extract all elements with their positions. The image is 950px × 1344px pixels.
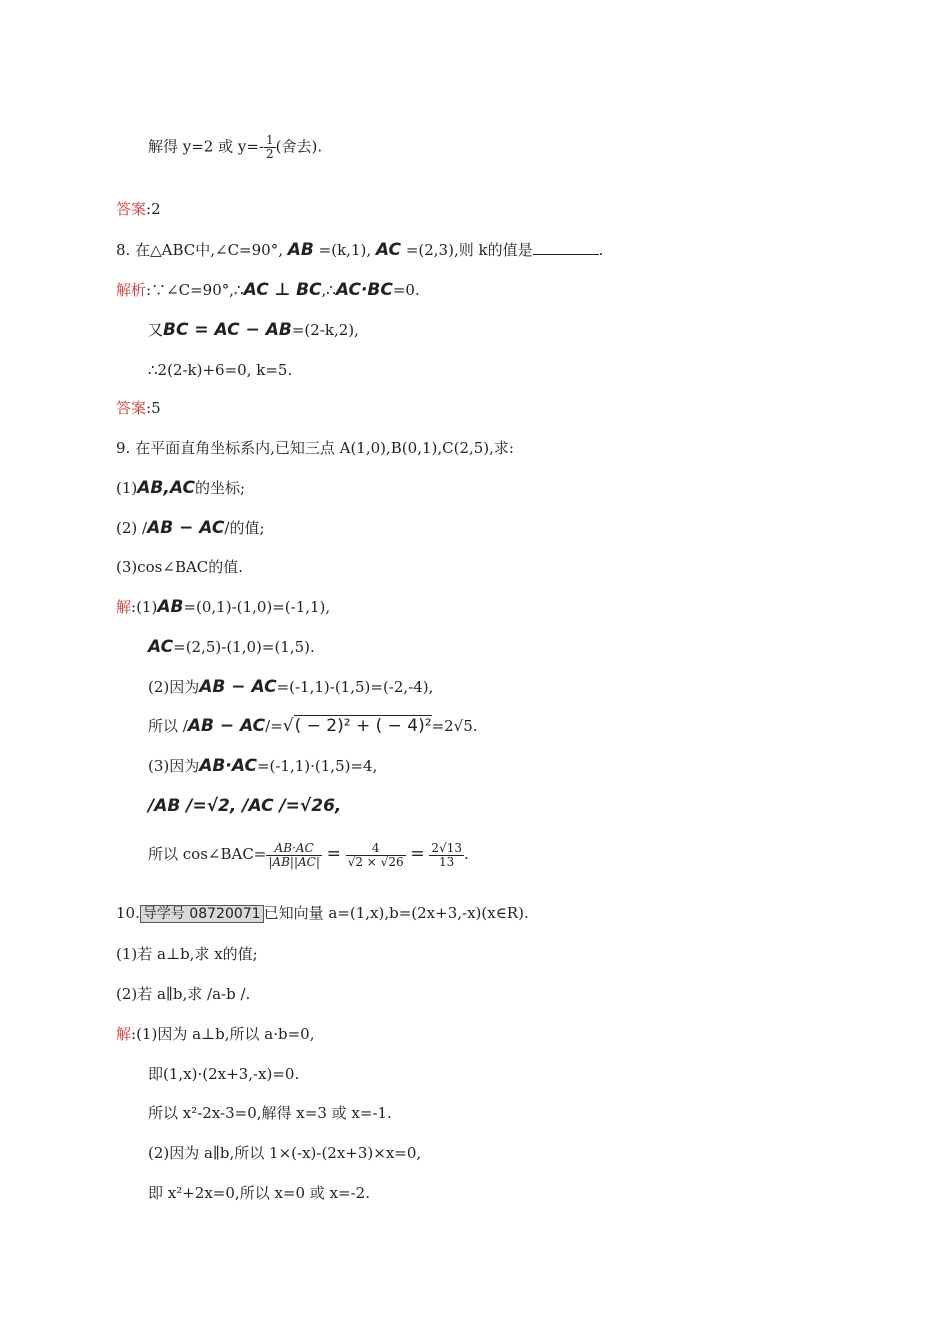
question-number: 10. (116, 904, 140, 922)
vector-ac: AC (375, 240, 402, 260)
fraction-result (429, 842, 464, 869)
text-span: (3)因为 (148, 757, 200, 775)
solution-10-line-4 (148, 1143, 421, 1163)
solution-label: 解 (116, 1025, 132, 1043)
question-9-part-1 (116, 478, 245, 498)
text-span: 所以 / (148, 717, 188, 735)
vector-expression: AC·BC (335, 280, 393, 300)
vector-ab: AB (157, 597, 184, 617)
fraction-numerator: AB·AC (266, 842, 322, 856)
solution-9-line-7 (148, 838, 469, 870)
answer-value: :2 (146, 200, 161, 218)
solution-9-line-1 (116, 597, 330, 617)
text-span: 所以 x²-2x-3=0,解得 x=3 或 x=-1. (148, 1104, 392, 1122)
text-span: (舍去). (275, 137, 323, 156)
answer-8 (116, 398, 161, 418)
vector-expression: AB,AC (137, 478, 195, 498)
solution-9-line-6 (148, 796, 341, 816)
vector-expression: AB − AC (147, 518, 225, 538)
guide-number-tag[interactable]: 导学号 08720071 (140, 905, 264, 923)
solution-line-y (148, 134, 322, 161)
text-span: =(2-k,2), (291, 321, 359, 339)
solution-9-line-2 (148, 637, 315, 657)
text-span: =(2,5)-(1,0)=(1,5). (173, 638, 315, 656)
sqrt-sign: √ (282, 716, 294, 736)
text-span: ,∴ (321, 281, 336, 299)
answer-label: 答案 (116, 200, 147, 218)
text-span: 所以 cos∠BAC= (148, 845, 267, 863)
vector-expression: AB − AC (199, 677, 277, 697)
text-span: =0. (392, 281, 420, 299)
question-number: 8. (116, 241, 131, 259)
analysis-8-line-3 (148, 360, 292, 380)
solution-10-line-5 (148, 1183, 370, 1203)
text-span: (2)若 a∥b,求 /a-b /. (116, 985, 251, 1003)
equals-sign: = (410, 844, 425, 864)
vector-magnitudes: /AB /=√2, /AC /=√26, (148, 796, 342, 816)
text-span: =(-1,1)·(1,5)=4, (256, 757, 378, 775)
text-span: 在△ABC中,∠C=90°, (135, 241, 283, 259)
analysis-8-line-2 (148, 320, 359, 340)
text-span: . (463, 845, 469, 863)
answer-label: 答案 (116, 399, 147, 417)
solution-10-line-3 (148, 1103, 392, 1123)
vector-expression: AB − AC (187, 716, 266, 736)
fraction-numerator: 2√13 (431, 840, 462, 855)
question-10-part-1 (116, 944, 258, 964)
text-span: /= (265, 717, 283, 735)
text-span: ∴2(2-k)+6=0, k=5. (148, 361, 293, 379)
vector-expression: AB·AC (199, 756, 257, 776)
fraction-numerator: 1 (266, 133, 274, 147)
text-span: (2) / (116, 519, 148, 537)
text-span: =(0,1)-(1,0)=(-1,1), (183, 598, 331, 616)
vector-expression: AC ⊥ BC (243, 280, 322, 300)
text-span: 又 (148, 321, 164, 339)
answer-value: :5 (146, 399, 161, 417)
text-span: :(1)因为 a⊥b,所以 a·b=0, (131, 1025, 315, 1043)
analysis-label: 解析 (116, 281, 147, 299)
fraction-denominator: 13 (439, 854, 455, 869)
solution-10-line-1 (116, 1024, 314, 1044)
text-span: :(1) (131, 598, 158, 616)
text-span: . (598, 241, 604, 259)
equals-sign: = (326, 844, 341, 864)
text-span: 即(1,x)·(2x+3,-x)=0. (148, 1065, 300, 1083)
text-span: =2√5. (431, 717, 478, 735)
text-span: (2)因为 a∥b,所以 1×(-x)-(2x+3)×x=0, (148, 1144, 422, 1162)
text-span: 解得 y=2 或 y=- (148, 137, 265, 156)
text-span: 的坐标; (194, 479, 245, 497)
fraction-denominator: √2 × √26 (347, 854, 404, 869)
text-span: 即 x²+2x=0,所以 x=0 或 x=-2. (148, 1184, 370, 1202)
question-10-part-2 (116, 984, 250, 1004)
solution-9-line-5 (148, 756, 377, 776)
solution-9-line-3 (148, 677, 433, 697)
fraction-denominator: |AB||AC| (268, 854, 320, 869)
vector-ab: AB (287, 240, 314, 260)
solution-9-line-4 (148, 716, 478, 736)
text-span: (1)若 a⊥b,求 x的值; (116, 945, 258, 963)
text-span: 9. 在平面直角坐标系内,已知三点 A(1,0),B(0,1),C(2,5),求: (116, 439, 514, 457)
fraction-cos (266, 842, 322, 869)
vector-expression: BC = AC − AB (163, 320, 292, 340)
fraction-denominator: 2 (266, 147, 274, 161)
question-8 (116, 240, 603, 260)
text-span: (1) (116, 479, 138, 497)
vector-ac: AC (148, 637, 174, 657)
text-span: =(2,3),则 k的值是 (405, 241, 533, 259)
analysis-8 (116, 280, 420, 300)
text-span: (2)因为 (148, 678, 200, 696)
text-span: :∵∠C=90°,∴ (146, 281, 244, 299)
text-span: =(-1,1)-(1,5)=(-2,-4), (276, 678, 434, 696)
answer-7 (116, 199, 161, 219)
solution-label: 解 (116, 598, 132, 616)
fraction (264, 134, 276, 161)
fraction-value (346, 842, 406, 869)
text-span: (3)cos∠BAC的值. (116, 558, 244, 576)
question-10 (116, 903, 529, 924)
text-span: 已知向量 a=(1,x),b=(2x+3,-x)(x∈R). (263, 904, 529, 922)
fraction-numerator: 4 (346, 842, 406, 856)
text-span: /的值; (224, 519, 265, 537)
sqrt-radicand: ( − 2)² + ( − 4)² (294, 716, 432, 736)
text-span: =(k,1), (318, 241, 372, 259)
question-9-part-3 (116, 557, 243, 577)
solution-10-line-2 (148, 1064, 299, 1084)
answer-blank (533, 240, 599, 255)
question-9 (116, 438, 514, 458)
question-9-part-2 (116, 518, 265, 538)
